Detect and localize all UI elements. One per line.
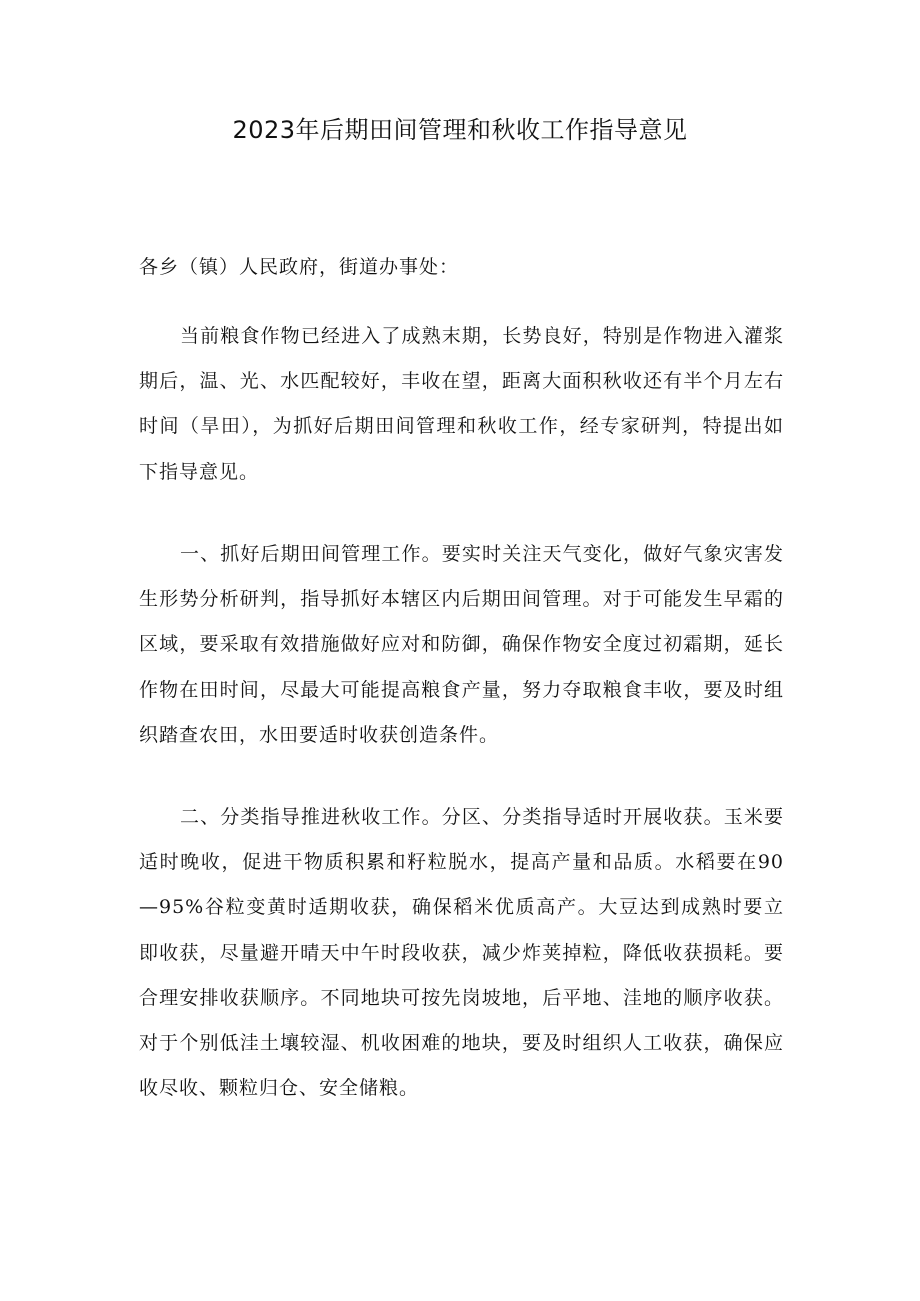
salutation: 各乡（镇）人民政府，街道办事处： — [139, 256, 460, 278]
paragraph-field-management: 一、抓好后期田间管理工作。要实时关注天气变化，做好气象灾害发生形势分析研判，指导抓好本辖区内后期田间管理。对于可能发生早霜的区域，要采取有效措施做好应对和防御，确保作物安全度过初霜期，延长作物在田时间，尽最大可能提高粮食产量，努力夺取粮食丰收，要及时组织踏查农田，水田要适时收获创造条件。 — [139, 543, 784, 746]
paragraph-intro: 当前粮食作物已经进入了成熟末期，长势良好，特别是作物进入灌浆期后，温、光、水匹配较好，丰收在望，距离大面积秋收还有半个月左右时间（旱田），为抓好后期田间管理和秋收工作，经专家研判，特提出如下指导意见。 — [139, 325, 784, 483]
document-title: 2023年后期田间管理和秋收工作指导意见 — [232, 116, 688, 144]
paragraph-autumn-harvest: 二、分类指导推进秋收工作。分区、分类指导适时开展收获。玉米要适时晚收，促进干物质积累和籽粒脱水，提高产量和品质。水稻要在90—95%谷粒变黄时适期收获，确保稻米优质高产。大豆达到成熟时要立即收获，尽量避开晴天中午时段收获，减少炸荚掉粒，降低收获损耗。要合理安排收获顺序。不同地块可按先岗坡地，后平地、洼地的顺序收获。对于个别低洼土壤较湿、机收困难的地块，要及时组织人工收获，确保应收尽收、颗粒归仓、安全储粮。 — [139, 806, 784, 1100]
